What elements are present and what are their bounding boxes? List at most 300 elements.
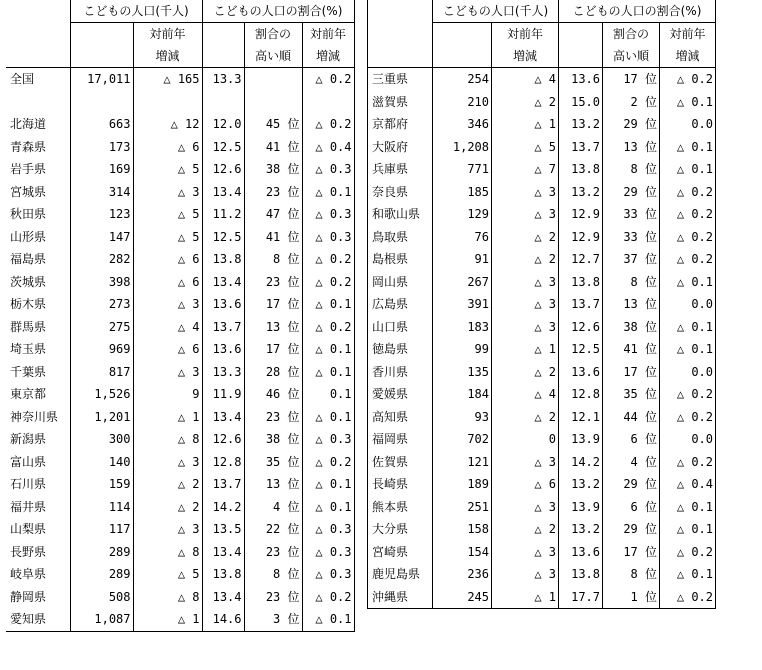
- table-row: [6, 473, 354, 496]
- table-row: [6, 181, 354, 204]
- child-population: 1,526: [70, 383, 133, 406]
- table-row: [368, 338, 716, 361]
- population-yoy-change: △ 3: [492, 451, 559, 474]
- child-share: 13.6: [202, 293, 244, 316]
- population-yoy-change: △ 6: [133, 271, 202, 294]
- child-share: 13.8: [559, 271, 603, 294]
- population-yoy-change: △ 2: [492, 361, 559, 384]
- prefecture-name: 滋賀県: [368, 91, 433, 114]
- child-share: 13.6: [559, 361, 603, 384]
- share-rank: 8 位: [603, 271, 660, 294]
- population-yoy-change: △ 2: [492, 248, 559, 271]
- population-yoy-change: △ 1: [492, 113, 559, 136]
- child-share: 11.9: [202, 383, 244, 406]
- share-rank: 23 位: [244, 181, 302, 204]
- population-yoy-change: △ 6: [133, 136, 202, 159]
- child-share: 13.8: [202, 248, 244, 271]
- header-rank-1: 割合の: [603, 23, 660, 46]
- child-share: 13.9: [559, 496, 603, 519]
- population-yoy-change: 9: [133, 383, 202, 406]
- share-rank: 8 位: [603, 563, 660, 586]
- prefecture-name: 沖縄県: [368, 586, 433, 609]
- population-yoy-change: △ 2: [492, 226, 559, 249]
- child-share: 13.2: [559, 113, 603, 136]
- share-rank: 45 位: [244, 113, 302, 136]
- table-row: [6, 361, 354, 384]
- share-yoy-change: △ 0.3: [302, 563, 354, 586]
- population-yoy-change: 0: [492, 428, 559, 451]
- prefecture-name: 愛媛県: [368, 383, 433, 406]
- table-row: [6, 563, 354, 586]
- population-yoy-change: △ 3: [133, 361, 202, 384]
- share-rank: 13 位: [603, 293, 660, 316]
- child-share: 12.1: [559, 406, 603, 429]
- population-yoy-change: △ 5: [133, 158, 202, 181]
- child-share: 12.6: [202, 158, 244, 181]
- share-rank: 38 位: [244, 428, 302, 451]
- child-share: 13.7: [559, 293, 603, 316]
- share-rank: 4 位: [603, 451, 660, 474]
- population-yoy-change: △ 6: [492, 473, 559, 496]
- child-share: 13.8: [559, 158, 603, 181]
- child-population: 121: [433, 451, 492, 474]
- population-yoy-change: △ 3: [492, 271, 559, 294]
- population-yoy-change: △ 1: [492, 338, 559, 361]
- child-population: 346: [433, 113, 492, 136]
- share-rank: 28 位: [244, 361, 302, 384]
- prefecture-name: 長野県: [6, 541, 70, 564]
- table-row: [6, 158, 354, 181]
- share-yoy-change: △ 0.3: [302, 158, 354, 181]
- table-row: [6, 383, 354, 406]
- share-rank: 33 位: [603, 203, 660, 226]
- prefecture-name: 愛知県: [6, 608, 70, 631]
- share-rank: 13 位: [603, 136, 660, 159]
- table-row: [6, 113, 354, 136]
- table-row: [368, 91, 716, 114]
- table-row: [368, 383, 716, 406]
- header-population: こどもの人口(千人): [70, 0, 202, 23]
- child-population: 289: [70, 563, 133, 586]
- table-row: [6, 316, 354, 339]
- table-row: [6, 136, 354, 159]
- population-yoy-change: △ 7: [492, 158, 559, 181]
- population-yoy-change: △ 2: [492, 518, 559, 541]
- child-share: 13.4: [202, 406, 244, 429]
- share-rank: 8 位: [603, 158, 660, 181]
- child-population: 702: [433, 428, 492, 451]
- child-population: 771: [433, 158, 492, 181]
- prefecture-name: 鳥取県: [368, 226, 433, 249]
- table-row: [6, 518, 354, 541]
- table-row: [368, 271, 716, 294]
- child-share: 13.2: [559, 181, 603, 204]
- population-yoy-change: △ 1: [133, 406, 202, 429]
- population-yoy-change: △ 8: [133, 541, 202, 564]
- table-row: [6, 451, 354, 474]
- child-population: 114: [70, 496, 133, 519]
- share-rank: 13 位: [244, 473, 302, 496]
- child-share: 12.5: [559, 338, 603, 361]
- share-rank: 1 位: [603, 586, 660, 609]
- share-rank: 8 位: [244, 248, 302, 271]
- prefecture-name: 京都府: [368, 113, 433, 136]
- table-row: [368, 181, 716, 204]
- prefecture-name: 香川県: [368, 361, 433, 384]
- share-yoy-change: △ 0.2: [660, 248, 716, 271]
- child-population: 17,011: [70, 68, 133, 91]
- share-rank: 41 位: [603, 338, 660, 361]
- spacer-row: [6, 91, 354, 114]
- share-yoy-change: △ 0.4: [302, 136, 354, 159]
- population-yoy-change: △ 5: [492, 136, 559, 159]
- prefecture-name: 長崎県: [368, 473, 433, 496]
- prefecture-name: 大阪府: [368, 136, 433, 159]
- share-rank: 35 位: [603, 383, 660, 406]
- child-share: 13.8: [559, 563, 603, 586]
- prefecture-name: 岡山県: [368, 271, 433, 294]
- prefecture-name: 和歌山県: [368, 203, 433, 226]
- population-yoy-change: △ 2: [133, 473, 202, 496]
- population-yoy-change: △ 3: [492, 496, 559, 519]
- population-yoy-change: △ 2: [492, 91, 559, 114]
- child-share: 12.6: [202, 428, 244, 451]
- prefecture-name: 全国: [6, 68, 70, 91]
- child-population: 1,201: [70, 406, 133, 429]
- child-share: 13.7: [202, 316, 244, 339]
- child-share: 14.2: [559, 451, 603, 474]
- child-share: 11.2: [202, 203, 244, 226]
- child-population: 76: [433, 226, 492, 249]
- child-population: 1,208: [433, 136, 492, 159]
- share-rank: 38 位: [603, 316, 660, 339]
- share-rank: 13 位: [244, 316, 302, 339]
- share-rank: 33 位: [603, 226, 660, 249]
- prefecture-name: 鹿児島県: [368, 563, 433, 586]
- table-row: [368, 586, 716, 609]
- population-yoy-change: △ 4: [492, 68, 559, 91]
- share-rank: 37 位: [603, 248, 660, 271]
- share-yoy-change: 0.0: [660, 428, 716, 451]
- child-share: 13.6: [559, 541, 603, 564]
- child-share: 14.6: [202, 608, 244, 631]
- population-yoy-change: △ 3: [492, 203, 559, 226]
- prefecture-name: 栃木県: [6, 293, 70, 316]
- table-row: [368, 203, 716, 226]
- child-share: 13.2: [559, 518, 603, 541]
- share-yoy-change: △ 0.2: [660, 203, 716, 226]
- share-yoy-change: △ 0.3: [302, 203, 354, 226]
- share-rank: 29 位: [603, 181, 660, 204]
- share-yoy-change: △ 0.2: [302, 248, 354, 271]
- child-population: 251: [433, 496, 492, 519]
- table-row: [368, 518, 716, 541]
- share-yoy-change: △ 0.1: [660, 158, 716, 181]
- population-yoy-change: △ 3: [492, 181, 559, 204]
- table-row: [368, 158, 716, 181]
- prefecture-name: 静岡県: [6, 586, 70, 609]
- share-rank: 23 位: [244, 541, 302, 564]
- prefecture-name: 福岡県: [368, 428, 433, 451]
- table-row: [368, 136, 716, 159]
- child-population: 173: [70, 136, 133, 159]
- header-pop-yoy-1: 対前年: [133, 23, 202, 46]
- share-yoy-change: △ 0.1: [302, 496, 354, 519]
- child-share: 13.4: [202, 181, 244, 204]
- share-yoy-change: △ 0.2: [660, 586, 716, 609]
- prefecture-name: 徳島県: [368, 338, 433, 361]
- table-row: [6, 428, 354, 451]
- table-row: [6, 271, 354, 294]
- child-population: 969: [70, 338, 133, 361]
- child-population: 184: [433, 383, 492, 406]
- table-row: [6, 248, 354, 271]
- table-row: [6, 496, 354, 519]
- share-rank: 6 位: [603, 428, 660, 451]
- population-yoy-change: △ 3: [133, 181, 202, 204]
- child-share: 13.7: [559, 136, 603, 159]
- population-yoy-change: △ 8: [133, 586, 202, 609]
- table-row: [368, 248, 716, 271]
- child-share: 13.4: [202, 541, 244, 564]
- population-yoy-change: △ 2: [133, 496, 202, 519]
- prefecture-name: 福井県: [6, 496, 70, 519]
- table-row: [368, 68, 716, 91]
- prefecture-name: 山形県: [6, 226, 70, 249]
- child-population: 154: [433, 541, 492, 564]
- table-row: [6, 608, 354, 631]
- child-share: 15.0: [559, 91, 603, 114]
- child-population: 93: [433, 406, 492, 429]
- share-rank: 22 位: [244, 518, 302, 541]
- share-yoy-change: △ 0.3: [302, 428, 354, 451]
- share-rank: 17 位: [603, 541, 660, 564]
- prefecture-name: 熊本県: [368, 496, 433, 519]
- prefecture-name: 埼玉県: [6, 338, 70, 361]
- population-yoy-change: △ 8: [133, 428, 202, 451]
- share-rank: 17 位: [244, 293, 302, 316]
- prefecture-name: 三重県: [368, 68, 433, 91]
- population-yoy-change: △ 2: [492, 406, 559, 429]
- table-row: [368, 406, 716, 429]
- share-yoy-change: △ 0.1: [660, 316, 716, 339]
- share-rank: 29 位: [603, 113, 660, 136]
- share-yoy-change: △ 0.2: [660, 181, 716, 204]
- share-rank: 17 位: [244, 338, 302, 361]
- share-yoy-change: △ 0.2: [660, 383, 716, 406]
- share-yoy-change: 0.0: [660, 293, 716, 316]
- population-yoy-change: △ 4: [133, 316, 202, 339]
- header-pop-yoy-2: 増減: [492, 45, 559, 68]
- share-yoy-change: △ 0.1: [302, 293, 354, 316]
- prefecture-name: 広島県: [368, 293, 433, 316]
- share-rank: 4 位: [244, 496, 302, 519]
- header-share: こどもの人口の割合(%): [202, 0, 354, 23]
- child-share: 12.5: [202, 136, 244, 159]
- header-share-yoy-1: 対前年: [302, 23, 354, 46]
- table-row: [368, 316, 716, 339]
- prefecture-table-left: [6, 0, 355, 632]
- table-row: [368, 113, 716, 136]
- population-yoy-change: △ 3: [492, 293, 559, 316]
- table-row: [6, 406, 354, 429]
- child-population: 140: [70, 451, 133, 474]
- child-population: 289: [70, 541, 133, 564]
- child-share: 13.4: [202, 586, 244, 609]
- prefecture-name: 福島県: [6, 248, 70, 271]
- table-row: [368, 293, 716, 316]
- share-rank: 35 位: [244, 451, 302, 474]
- share-rank: 23 位: [244, 586, 302, 609]
- population-yoy-change: △ 3: [492, 541, 559, 564]
- share-yoy-change: △ 0.1: [302, 406, 354, 429]
- child-share: 14.2: [202, 496, 244, 519]
- share-rank: 6 位: [603, 496, 660, 519]
- table-row: [6, 541, 354, 564]
- share-yoy-change: △ 0.3: [302, 541, 354, 564]
- share-rank: 41 位: [244, 226, 302, 249]
- child-population: 123: [70, 203, 133, 226]
- child-population: 185: [433, 181, 492, 204]
- prefecture-name: 奈良県: [368, 181, 433, 204]
- child-population: 210: [433, 91, 492, 114]
- child-population: 391: [433, 293, 492, 316]
- share-rank: 23 位: [244, 271, 302, 294]
- share-rank: 38 位: [244, 158, 302, 181]
- population-yoy-change: △ 3: [492, 316, 559, 339]
- share-yoy-change: △ 0.1: [302, 338, 354, 361]
- share-yoy-change: △ 0.1: [302, 608, 354, 631]
- prefecture-name: 高知県: [368, 406, 433, 429]
- share-yoy-change: △ 0.1: [302, 361, 354, 384]
- table-row: [368, 361, 716, 384]
- share-yoy-change: △ 0.2: [660, 226, 716, 249]
- prefecture-name: 石川県: [6, 473, 70, 496]
- share-rank: [244, 68, 302, 91]
- prefecture-name: 東京都: [6, 383, 70, 406]
- child-population: 117: [70, 518, 133, 541]
- child-share: 13.7: [202, 473, 244, 496]
- header-share-yoy-2: 増減: [302, 45, 354, 68]
- header-pop-yoy-2: 増減: [133, 45, 202, 68]
- child-population: 300: [70, 428, 133, 451]
- prefecture-name: 北海道: [6, 113, 70, 136]
- header-share-yoy-1: 対前年: [660, 23, 716, 46]
- prefecture-name: 神奈川県: [6, 406, 70, 429]
- population-yoy-change: △ 1: [133, 608, 202, 631]
- prefecture-name: 秋田県: [6, 203, 70, 226]
- prefecture-table-right: [367, 0, 716, 609]
- child-share: 12.0: [202, 113, 244, 136]
- child-population: 254: [433, 68, 492, 91]
- share-yoy-change: △ 0.1: [660, 563, 716, 586]
- share-yoy-change: △ 0.1: [660, 518, 716, 541]
- header-rank-2: 高い順: [603, 45, 660, 68]
- population-yoy-change: △ 4: [492, 383, 559, 406]
- share-yoy-change: 0.1: [302, 383, 354, 406]
- share-yoy-change: △ 0.4: [660, 473, 716, 496]
- share-rank: 2 位: [603, 91, 660, 114]
- header-rank-2: 高い順: [244, 45, 302, 68]
- header-rank-1: 割合の: [244, 23, 302, 46]
- child-population: 236: [433, 563, 492, 586]
- share-yoy-change: △ 0.2: [302, 451, 354, 474]
- share-yoy-change: △ 0.2: [302, 113, 354, 136]
- child-population: 189: [433, 473, 492, 496]
- table-row: [368, 473, 716, 496]
- child-population: 398: [70, 271, 133, 294]
- child-share: 12.8: [559, 383, 603, 406]
- population-yoy-change: △ 12: [133, 113, 202, 136]
- population-yoy-change: △ 5: [133, 226, 202, 249]
- table-row: [6, 293, 354, 316]
- share-rank: 41 位: [244, 136, 302, 159]
- header-population: こどもの人口(千人): [433, 0, 559, 23]
- child-share: 12.9: [559, 203, 603, 226]
- share-rank: 17 位: [603, 68, 660, 91]
- child-population: 817: [70, 361, 133, 384]
- share-yoy-change: △ 0.2: [660, 451, 716, 474]
- child-population: 159: [70, 473, 133, 496]
- share-rank: 3 位: [244, 608, 302, 631]
- share-rank: 47 位: [244, 203, 302, 226]
- prefecture-name: 千葉県: [6, 361, 70, 384]
- child-population: 273: [70, 293, 133, 316]
- share-rank: 29 位: [603, 518, 660, 541]
- child-share: 13.8: [202, 563, 244, 586]
- child-population: 663: [70, 113, 133, 136]
- population-yoy-change: △ 6: [133, 338, 202, 361]
- share-yoy-change: △ 0.3: [302, 226, 354, 249]
- share-yoy-change: △ 0.1: [660, 136, 716, 159]
- share-yoy-change: △ 0.2: [302, 68, 354, 91]
- child-share: 13.9: [559, 428, 603, 451]
- share-rank: 23 位: [244, 406, 302, 429]
- child-population: 91: [433, 248, 492, 271]
- child-share: 13.2: [559, 473, 603, 496]
- table-row: [368, 451, 716, 474]
- child-share: 12.8: [202, 451, 244, 474]
- share-yoy-change: △ 0.2: [302, 316, 354, 339]
- prefecture-name: 宮崎県: [368, 541, 433, 564]
- child-share: 17.7: [559, 586, 603, 609]
- child-share: 12.6: [559, 316, 603, 339]
- child-share: 12.5: [202, 226, 244, 249]
- table-row: [6, 203, 354, 226]
- table-row: [368, 496, 716, 519]
- child-share: 13.6: [202, 338, 244, 361]
- share-rank: 8 位: [244, 563, 302, 586]
- table-row: [6, 586, 354, 609]
- population-yoy-change: △ 3: [133, 518, 202, 541]
- header-pop-yoy-1: 対前年: [492, 23, 559, 46]
- share-rank: 44 位: [603, 406, 660, 429]
- table-row: [368, 541, 716, 564]
- share-yoy-change: △ 0.2: [660, 68, 716, 91]
- share-rank: 46 位: [244, 383, 302, 406]
- child-population: 135: [433, 361, 492, 384]
- child-share: 13.4: [202, 271, 244, 294]
- child-population: 147: [70, 226, 133, 249]
- prefecture-name: 大分県: [368, 518, 433, 541]
- population-yoy-change: △ 3: [133, 293, 202, 316]
- child-share: 13.6: [559, 68, 603, 91]
- population-yoy-change: △ 5: [133, 203, 202, 226]
- child-population: 508: [70, 586, 133, 609]
- child-population: 314: [70, 181, 133, 204]
- header-share: こどもの人口の割合(%): [559, 0, 716, 23]
- child-population: 275: [70, 316, 133, 339]
